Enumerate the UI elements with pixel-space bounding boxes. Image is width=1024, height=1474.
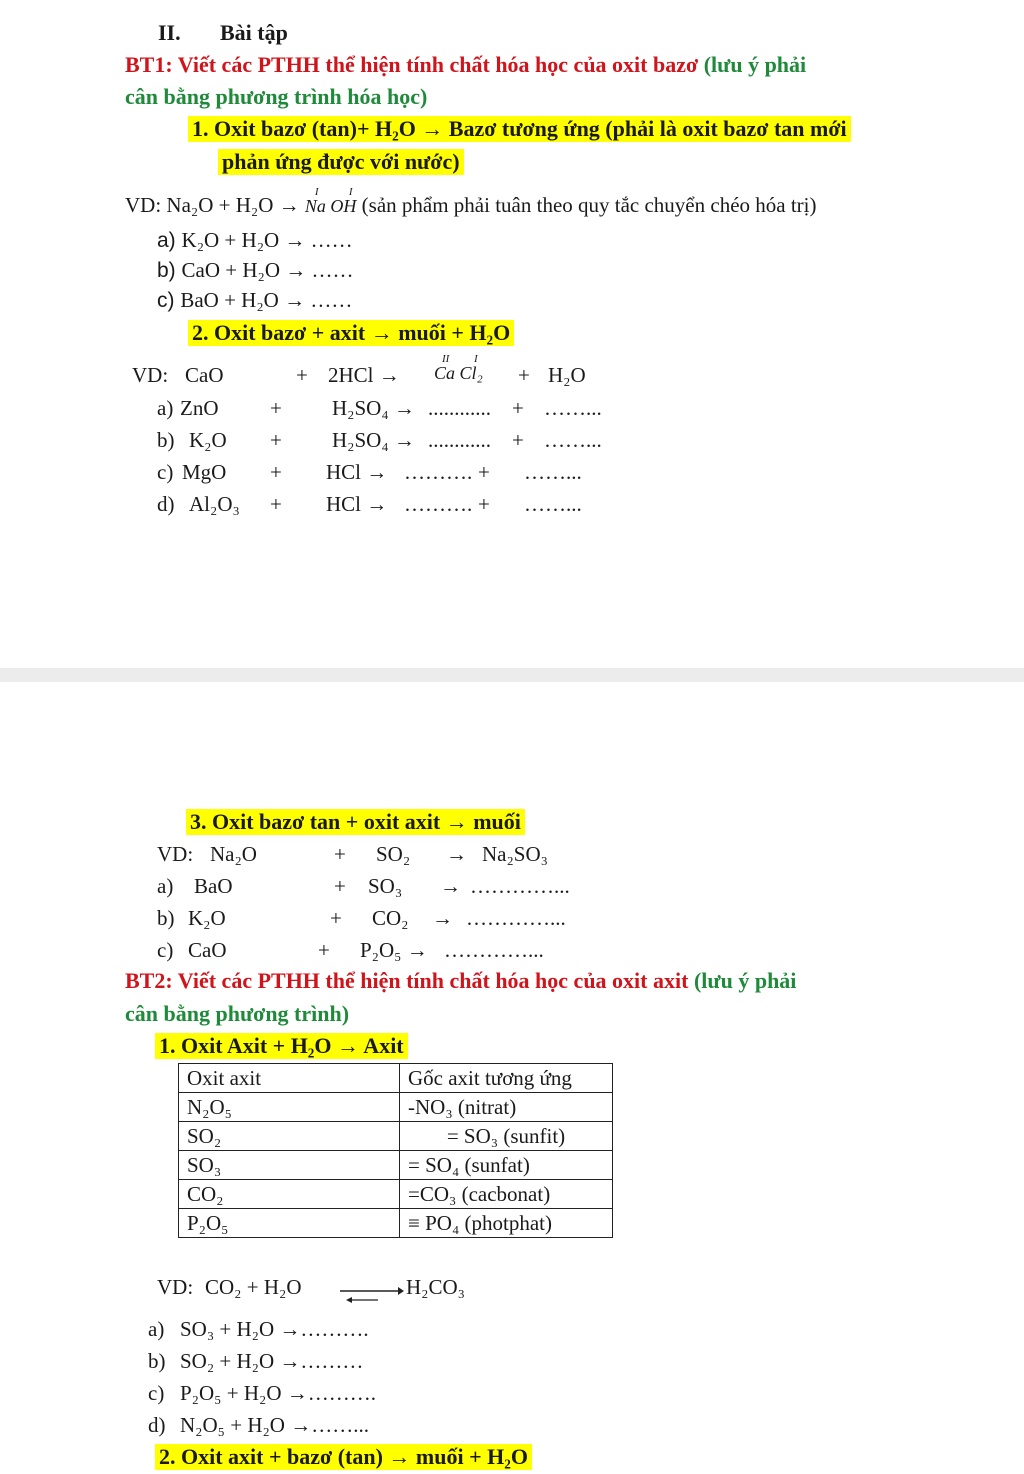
s1-item-c	[157, 288, 352, 313]
s3-item-plus: +	[334, 874, 346, 898]
s2-item-plus2: +	[478, 492, 490, 516]
example-reactants: Na₂O + H₂O →	[166, 193, 300, 217]
t1-item-label: d)	[148, 1413, 166, 1437]
s2-item-acid: HCl →	[326, 492, 388, 516]
s3-item-label: c)	[157, 938, 174, 962]
product-text: Na OH	[304, 196, 357, 216]
table-header: Gốc axit tương ứng	[400, 1064, 613, 1093]
s2-ex-product	[434, 353, 483, 384]
s2-item-plus: +	[270, 396, 282, 420]
section-title: Bài tập	[220, 20, 288, 45]
table-cell: ≡ PO₄ (photphat)	[400, 1209, 613, 1238]
t1-item-eq: SO₂ + H₂O →………	[180, 1349, 364, 1373]
s2-ex-reactant2: 2HCl →	[328, 363, 400, 387]
item-label: c)	[157, 289, 175, 312]
bt1-note-line2: cân bằng phương trình hóa học)	[125, 84, 428, 109]
valence-ca: II	[442, 353, 450, 365]
table-cell: CO₂	[179, 1180, 400, 1209]
s2-item-plus2: +	[512, 396, 524, 420]
s2-item-acid: H₂SO₄ →	[332, 396, 415, 420]
s2-ex-plus: +	[296, 363, 308, 387]
s3-title: 3. Oxit bazơ tan + oxit axit → muối	[186, 809, 525, 835]
s2-item-plus: +	[270, 428, 282, 452]
s1-example	[125, 186, 817, 218]
bt1-note: (lưu ý phải	[703, 52, 807, 77]
s2-ex-plus2: +	[518, 363, 530, 387]
item-label: a)	[157, 229, 176, 252]
s2-item-acid: H₂SO₄ →	[332, 428, 415, 452]
s1-item-a	[157, 228, 353, 253]
s3-ex-acid: SO₂	[376, 842, 411, 866]
s2-item-label: a)	[157, 396, 174, 420]
example-prefix: VD:	[125, 193, 162, 217]
s3-item-blank: …………...	[470, 874, 570, 898]
reversible-arrow-icon	[338, 1284, 404, 1304]
product-text: Ca Cl₂	[434, 363, 483, 383]
s3-item-arrow: →	[440, 874, 461, 898]
s3-item-acid: P₂O₅ →	[360, 938, 428, 962]
t1-ex-product: H₂CO₃	[406, 1275, 465, 1299]
t1-item-eq: P₂O₅ + H₂O →……….	[180, 1381, 376, 1405]
example-note: (sản phẩm phải tuân theo quy tắc chuyển chéo hóa trị)	[361, 193, 817, 217]
bt2-note: (lưu ý phải	[693, 968, 797, 993]
s1-title: 1. Oxit bazơ (tan)+ H₂O → Bazơ tương ứng (phải là oxit bazơ tan mới	[188, 116, 851, 142]
s3-ex-prefix: VD:	[157, 842, 194, 866]
t1-item-label: b)	[148, 1349, 166, 1373]
s2-item-label: c)	[157, 460, 174, 484]
s2-item-acid: HCl →	[326, 460, 388, 484]
t1-item-eq: SO₃ + H₂O →……….	[180, 1317, 369, 1341]
s3-item-plus: +	[330, 906, 342, 930]
example-product-naoh	[304, 186, 357, 217]
s2-item-blank2: ……...	[544, 428, 602, 452]
item-eq: K₂O + H₂O → ……	[181, 228, 353, 252]
s3-item-acid: CO₂	[372, 906, 409, 930]
table-header: Oxit axit	[179, 1064, 400, 1093]
s1-title-line2: phản ứng được với nước)	[218, 149, 464, 175]
table-cell: -NO₃ (nitrat)	[400, 1093, 613, 1122]
page-separator	[0, 668, 1024, 682]
t1-ex-prefix: VD:	[157, 1275, 194, 1299]
bt1-title	[125, 52, 806, 78]
t1-item-eq: N₂O₅ + H₂O →……...	[180, 1413, 369, 1437]
s2-item-oxide: Al₂O₃	[189, 492, 240, 516]
s3-item-label: b)	[157, 906, 175, 930]
table-row	[179, 1151, 613, 1180]
s2-item-plus2: +	[512, 428, 524, 452]
s3-item-oxide: CaO	[188, 938, 227, 962]
s2-item-oxide: K₂O	[189, 428, 227, 452]
s2-item-plus2: +	[478, 460, 490, 484]
s2-item-label: d)	[157, 492, 175, 516]
t1-item-label: a)	[148, 1317, 165, 1341]
s2-title: 2. Oxit bazơ + axit → muối + H₂O	[188, 320, 514, 346]
table-row	[179, 1093, 613, 1122]
item-eq: CaO + H₂O → ……	[181, 258, 354, 282]
table-row	[179, 1209, 613, 1238]
s2-item-plus: +	[270, 492, 282, 516]
s3-item-arrow: →	[432, 906, 453, 930]
item-eq: BaO + H₂O → ……	[180, 288, 353, 312]
s1-item-b	[157, 258, 354, 283]
table-cell: = SO₄ (sunfat)	[400, 1151, 613, 1180]
table-header-row	[179, 1064, 613, 1093]
table-cell: =CO₃ (cacbonat)	[400, 1180, 613, 1209]
bt1-title-text: BT1: Viết các PTHH thể hiện tính chất hóa học của oxit bazơ	[125, 52, 699, 77]
bt2-title-text: BT2: Viết các PTHH thể hiện tính chất hóa học của oxit axit	[125, 968, 689, 993]
s3-ex-arrow: →	[446, 842, 467, 866]
table-cell: = SO₃ (sunfit)	[400, 1122, 613, 1151]
s2-ex-reactant1: CaO	[185, 363, 224, 387]
s2-item-blank: ............	[428, 396, 491, 420]
table-cell: P₂O₅	[179, 1209, 400, 1238]
s2-item-label: b)	[157, 428, 175, 452]
s3-item-acid: SO₃	[368, 874, 403, 898]
s2-item-blank: ............	[428, 428, 491, 452]
t2-title: 2. Oxit axit + bazơ (tan) → muối + H₂O	[155, 1444, 532, 1470]
table-cell: SO₃	[179, 1151, 400, 1180]
table-cell: SO₂	[179, 1122, 400, 1151]
valence-oh: I	[348, 186, 353, 198]
table-row	[179, 1122, 613, 1151]
valence-cl: I	[474, 353, 478, 365]
s3-item-oxide: BaO	[194, 874, 233, 898]
s2-item-oxide: ZnO	[180, 396, 219, 420]
table-cell: N₂O₅	[179, 1093, 400, 1122]
t1-ex-reactants: CO₂ + H₂O	[205, 1275, 302, 1299]
table-row	[179, 1180, 613, 1209]
section-number: II.	[158, 20, 181, 45]
item-label: b)	[157, 259, 176, 282]
s3-item-plus: +	[318, 938, 330, 962]
s3-ex-product: Na₂SO₃	[482, 842, 548, 866]
s2-ex-prefix: VD:	[132, 363, 169, 387]
s2-item-blank2: ……...	[544, 396, 602, 420]
t1-item-label: c)	[148, 1381, 165, 1405]
s2-item-blank: ……….	[404, 460, 473, 484]
bt2-title	[125, 968, 796, 994]
bt2-note-line2: cân bằng phương trình)	[125, 1001, 350, 1026]
s2-item-plus: +	[270, 460, 282, 484]
valence-na: I	[314, 186, 319, 198]
s3-ex-plus: +	[334, 842, 346, 866]
s2-item-blank2: ……...	[524, 492, 582, 516]
s3-item-blank: …………...	[466, 906, 566, 930]
s2-item-blank2: ……...	[524, 460, 582, 484]
acid-oxide-table	[178, 1063, 613, 1238]
s2-ex-product2: H₂O	[548, 363, 586, 387]
s3-item-label: a)	[157, 874, 174, 898]
s3-item-oxide: K₂O	[188, 906, 226, 930]
s2-item-oxide: MgO	[182, 460, 227, 484]
s3-item-blank: …………...	[444, 938, 544, 962]
s2-item-blank: ……….	[404, 492, 473, 516]
s3-ex-oxide: Na₂O	[210, 842, 257, 866]
t1-title: 1. Oxit Axit + H₂O → Axit	[155, 1033, 408, 1059]
